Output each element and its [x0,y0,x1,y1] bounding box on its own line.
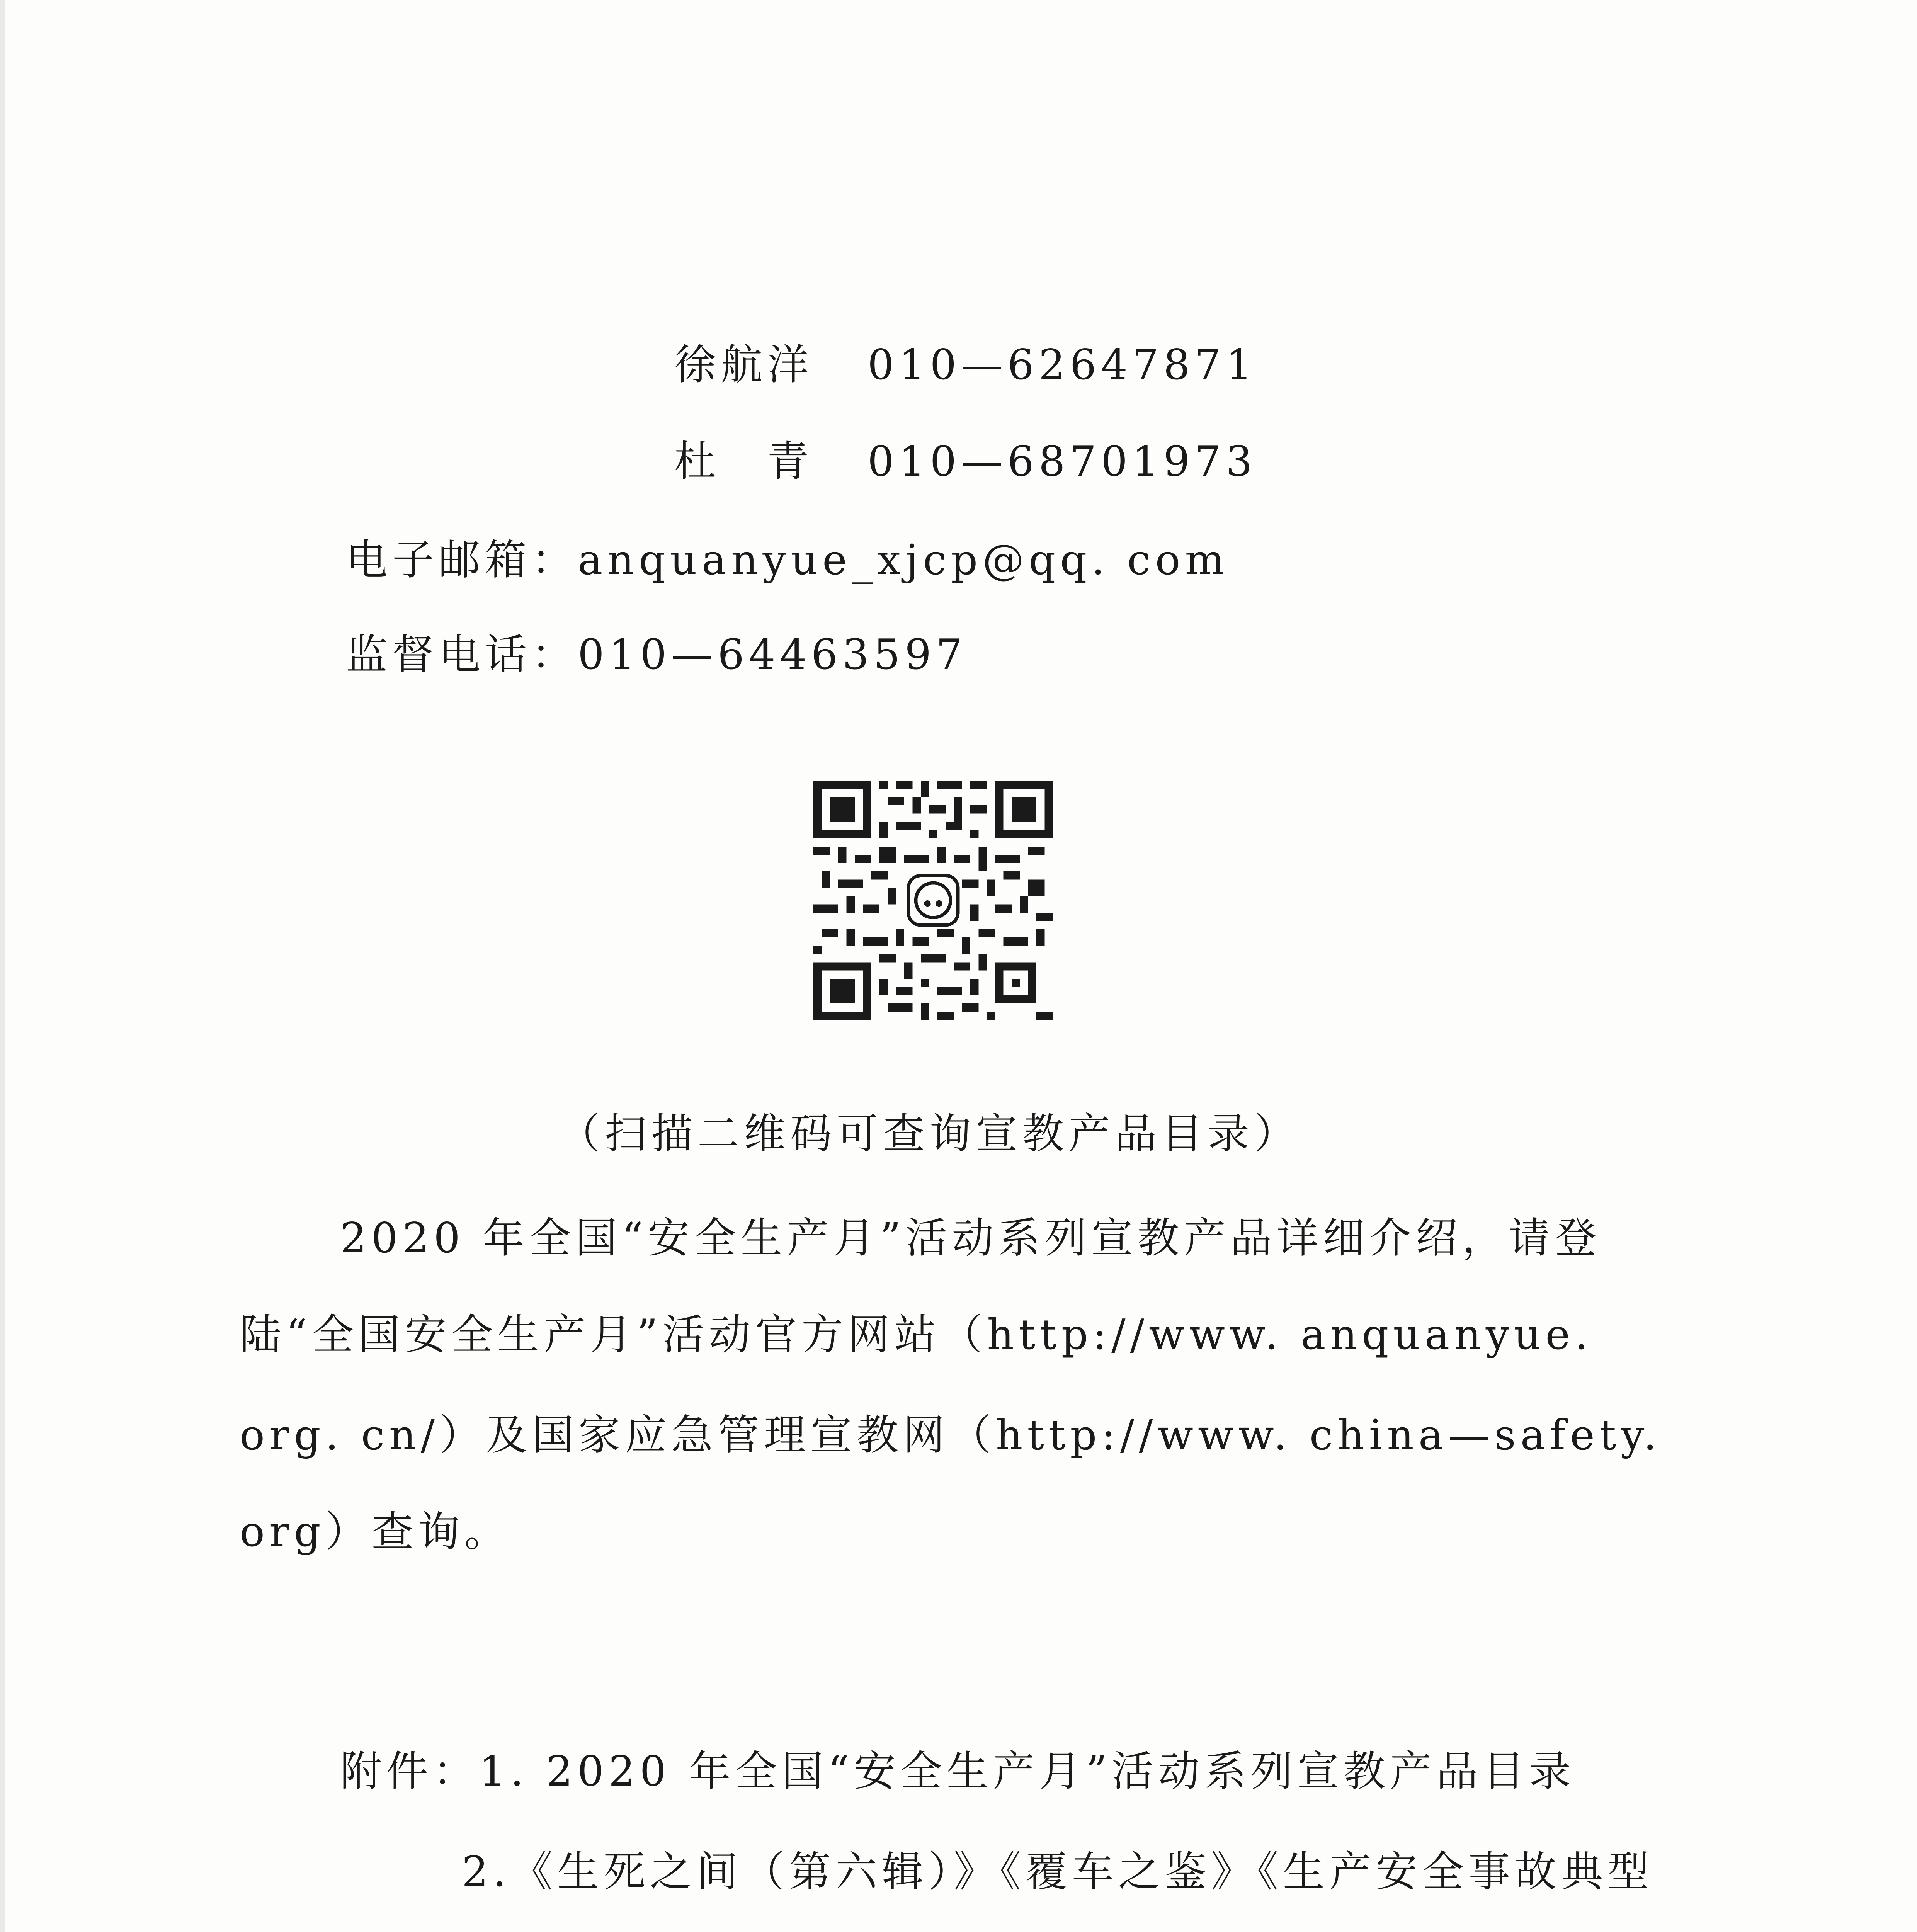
qr-code-image [813,781,1053,1020]
contact-name: 杜 青 [674,437,814,486]
supervision-value: 010—64463597 [578,631,967,679]
email-label: 电子邮箱： [346,536,578,584]
body-line: org）查询。 [240,1508,511,1556]
scan-edge-left [0,0,5,1932]
contact-row [674,437,1257,487]
email-row [346,535,1229,585]
contact-row [674,340,1257,390]
body-line: org. cn/）及国家应急管理宣教网（http://www. china—safety. [240,1411,1662,1459]
body-line: 陆“全国安全生产月”活动官方网站（http://www. anquanyue. [240,1311,1593,1359]
contact-phone: 010—62647871 [867,341,1257,389]
supervision-row [346,630,967,680]
contact-phone: 010—68701973 [867,437,1257,486]
attachment-item [340,1747,1575,1797]
attachments-label: 附件： [340,1747,480,1796]
attachment-line: 1. 2020 年全国“安全生产月”活动系列宣教产品目录 [479,1747,1575,1796]
contact-name: 徐航洋 [674,341,814,389]
email-value: anquanyue_xjcp@qq. com [578,536,1229,584]
attachment-line: 2.《生死之间（第六辑）》《覆车之鉴》《生产安全事故典型 [462,1848,1654,1896]
qr-caption: （扫描二维码可查询宣教产品目录） [558,1110,1301,1158]
body-line: 2020 年全国“安全生产月”活动系列宣教产品详细介绍，请登 [340,1214,1601,1262]
supervision-label: 监督电话： [346,631,578,679]
